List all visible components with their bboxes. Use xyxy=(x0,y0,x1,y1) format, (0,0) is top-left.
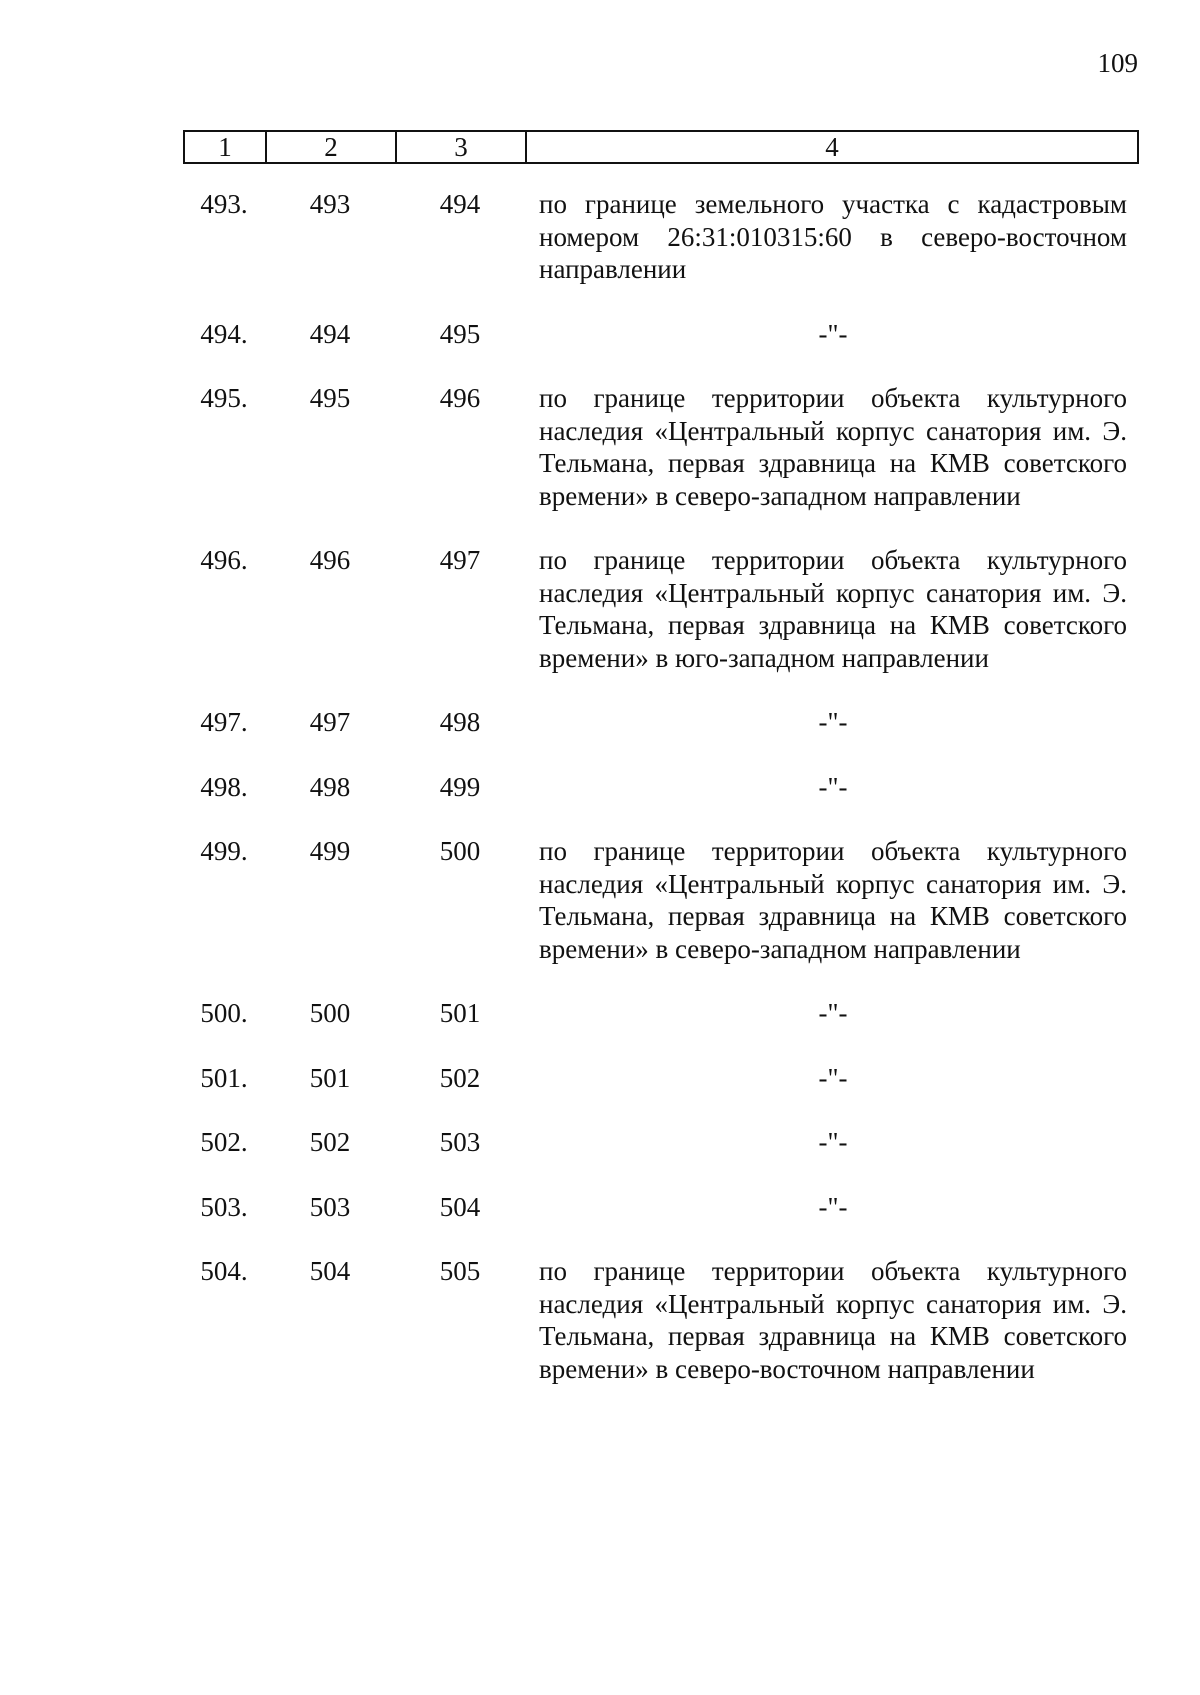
boundary-description: -"- xyxy=(818,998,848,1028)
boundary-description: по границе территории объекта культурного наследия «Центральный корпус санатория им. Э. Тельмана, первая здравница на КМВ советского времени» в юго-западном направлении xyxy=(539,545,1127,673)
table-row xyxy=(183,706,1137,739)
table-row xyxy=(183,1062,1137,1095)
row-number: 501. xyxy=(200,1062,248,1093)
point-from: 500 xyxy=(309,998,351,1028)
header-col-3: 3 xyxy=(396,131,526,163)
table-row xyxy=(183,771,1137,804)
point-from: 503 xyxy=(309,1191,351,1222)
table-row xyxy=(183,835,1137,965)
point-from: 502 xyxy=(309,1127,351,1157)
point-from: 501 xyxy=(309,1062,351,1093)
row-number: 499. xyxy=(200,836,248,866)
boundary-description: -"- xyxy=(818,1191,848,1222)
point-from: 495 xyxy=(309,383,351,413)
row-number: 503. xyxy=(200,1191,248,1222)
page-number: 109 xyxy=(1097,48,1138,78)
table-row xyxy=(183,188,1137,286)
boundary-description: -"- xyxy=(818,1062,848,1093)
header-col-2: 2 xyxy=(266,131,396,163)
point-from: 504 xyxy=(309,1256,351,1286)
point-to: 500 xyxy=(439,836,481,866)
point-from: 496 xyxy=(309,545,351,575)
point-to: 497 xyxy=(439,545,481,575)
point-to: 496 xyxy=(439,383,481,413)
header-col-4: 4 xyxy=(526,131,1138,163)
table-row xyxy=(183,997,1137,1030)
boundary-description: -"- xyxy=(818,318,848,349)
boundary-description: по границе земельного участка с кадастровым номером 26:31:010315:60 в северо-восточном направлении xyxy=(539,189,1127,284)
header-col-1: 1 xyxy=(184,131,266,163)
row-number: 502. xyxy=(200,1127,248,1157)
table-row xyxy=(183,1126,1137,1159)
point-from: 499 xyxy=(309,836,351,866)
row-number: 500. xyxy=(200,998,248,1028)
row-number: 498. xyxy=(200,771,248,802)
point-to: 499 xyxy=(439,771,481,802)
point-from: 497 xyxy=(309,707,351,737)
row-number: 493. xyxy=(200,189,248,219)
point-from: 498 xyxy=(309,771,351,802)
point-from: 493 xyxy=(309,189,351,219)
row-number: 497. xyxy=(200,707,248,737)
boundary-description: -"- xyxy=(818,707,848,737)
point-from: 494 xyxy=(309,318,351,349)
table-body xyxy=(183,188,1137,1417)
point-to: 501 xyxy=(439,998,481,1028)
point-to: 503 xyxy=(439,1127,481,1157)
point-to: 495 xyxy=(439,318,481,349)
table-row xyxy=(183,544,1137,674)
row-number: 495. xyxy=(200,383,248,413)
boundary-description: -"- xyxy=(818,771,848,802)
table-row xyxy=(183,1191,1137,1224)
boundary-description: -"- xyxy=(818,1127,848,1157)
row-number: 496. xyxy=(200,545,248,575)
point-to: 494 xyxy=(439,189,481,219)
row-number: 504. xyxy=(200,1256,248,1286)
table-row xyxy=(183,382,1137,512)
boundary-description: по границе территории объекта культурного наследия «Центральный корпус санатория им. Э. Тельмана, первая здравница на КМВ советского времени» в северо-западном направлении xyxy=(539,383,1127,511)
table-header xyxy=(183,130,1139,164)
table-row xyxy=(183,1255,1137,1385)
point-to: 504 xyxy=(439,1191,481,1222)
boundary-description: по границе территории объекта культурного наследия «Центральный корпус санатория им. Э. Тельмана, первая здравница на КМВ советского времени» в северо-западном направлении xyxy=(539,836,1127,964)
table-row xyxy=(183,318,1137,351)
row-number: 494. xyxy=(200,318,248,349)
point-to: 498 xyxy=(439,707,481,737)
boundary-description: по границе территории объекта культурного наследия «Центральный корпус санатория им. Э. Тельмана, первая здравница на КМВ советского времени» в северо-восточном направлении xyxy=(539,1256,1127,1384)
point-to: 502 xyxy=(439,1062,481,1093)
point-to: 505 xyxy=(439,1256,481,1286)
